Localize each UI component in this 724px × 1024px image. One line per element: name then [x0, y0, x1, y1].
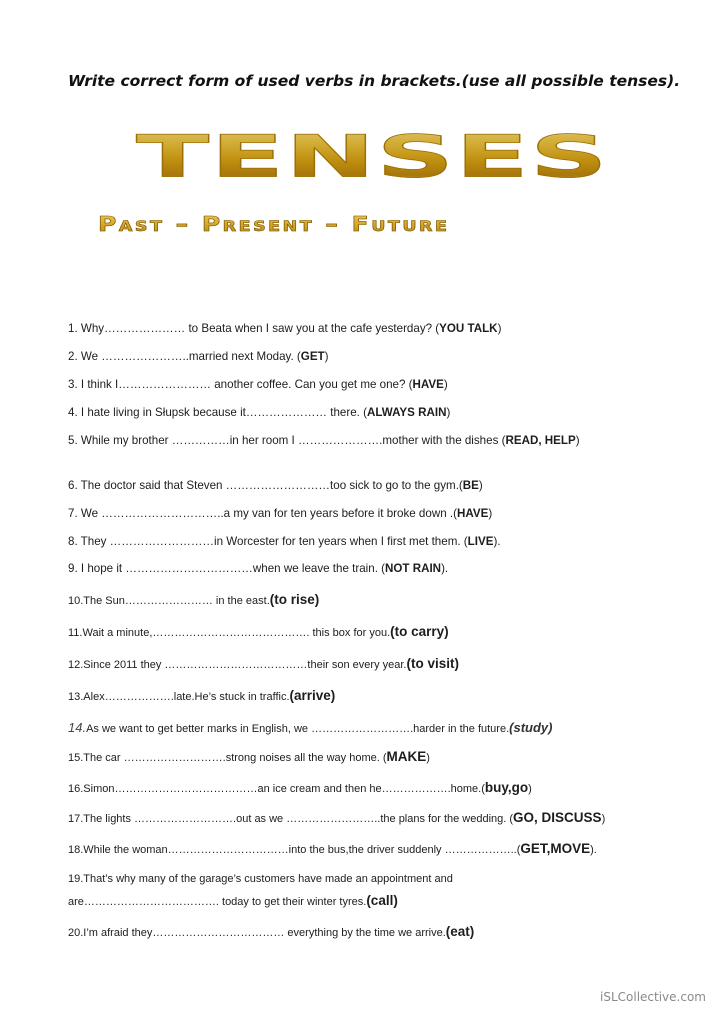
exercise-19: 19.That’s why many of the garage’s customers have made an appointment and are………………………………. today to get their winter tyres.(call): [68, 873, 453, 908]
site-watermark[interactable]: iSLCollective.com: [600, 990, 706, 1004]
exercise-9: 9. I hope it ……………………………when we leave the train. (NOT RAIN).: [68, 562, 449, 575]
exercise-17: 17.The lights ……………………….out as we ……………………..the plans for the wedding. (GO, DISCUSS): [68, 810, 606, 825]
exercise-6: 6. The doctor said that Steven ………………………too sick to go to the gym.(BE): [68, 479, 483, 492]
exercise-5: 5. While my brother ……………in her room I ………………….mother with the dishes (READ, HELP): [68, 434, 580, 447]
exercise-12: 12.Since 2011 they …………………………………their son every year.(to visit): [68, 656, 459, 671]
exercise-10: 10.The Sun…………………… in the east.(to rise): [68, 592, 320, 607]
instruction-text: Write correct form of used verbs in brackets.(use all possible tenses).: [68, 72, 681, 90]
tenses-title: TENSES: [136, 122, 615, 192]
exercise-7: 7. We …………………………..a my van for ten years before it broke down .(HAVE): [68, 507, 493, 520]
exercise-4: 4. I hate living in Słupsk because it………………… there. (ALWAYS RAIN): [68, 406, 451, 419]
exercise-13: 13.Alex……………….late.He’s stuck in traffic.(arrive): [68, 688, 336, 703]
exercise-15: 15.The car ……………………….strong noises all the way home. (MAKE): [68, 749, 430, 764]
exercise-20: 20.I’m afraid they……………………………… everything by the time we arrive.(eat): [68, 924, 475, 939]
exercise-3: 3. I think I…………………… another coffee. Can you get me one? (HAVE): [68, 378, 448, 391]
exercise-2: 2. We …………………..married next Moday. (GET): [68, 350, 329, 363]
exercise-1: 1. Why………………… to Beata when I saw you at the cafe yesterday? (YOU TALK): [68, 322, 502, 335]
exercise-16: 16.Simon…………………………………an ice cream and then he……………….home.(buy,go): [68, 780, 532, 795]
tenses-subtitle: Past – Present – Future: [98, 206, 673, 242]
exercise-11: 11.Wait a minute,……………………………………. this box for you.(to carry): [68, 624, 449, 639]
exercise-8: 8. They ………………………in Worcester for ten years when I first met them. (LIVE).: [68, 535, 501, 548]
exercise-18: 18.While the woman……………………………into the bus,the driver suddenly ………………..(GET,MOVE).: [68, 841, 597, 856]
exercise-14: 14.As we want to get better marks in English, we ……………………….harder in the future.(study): [68, 720, 553, 735]
